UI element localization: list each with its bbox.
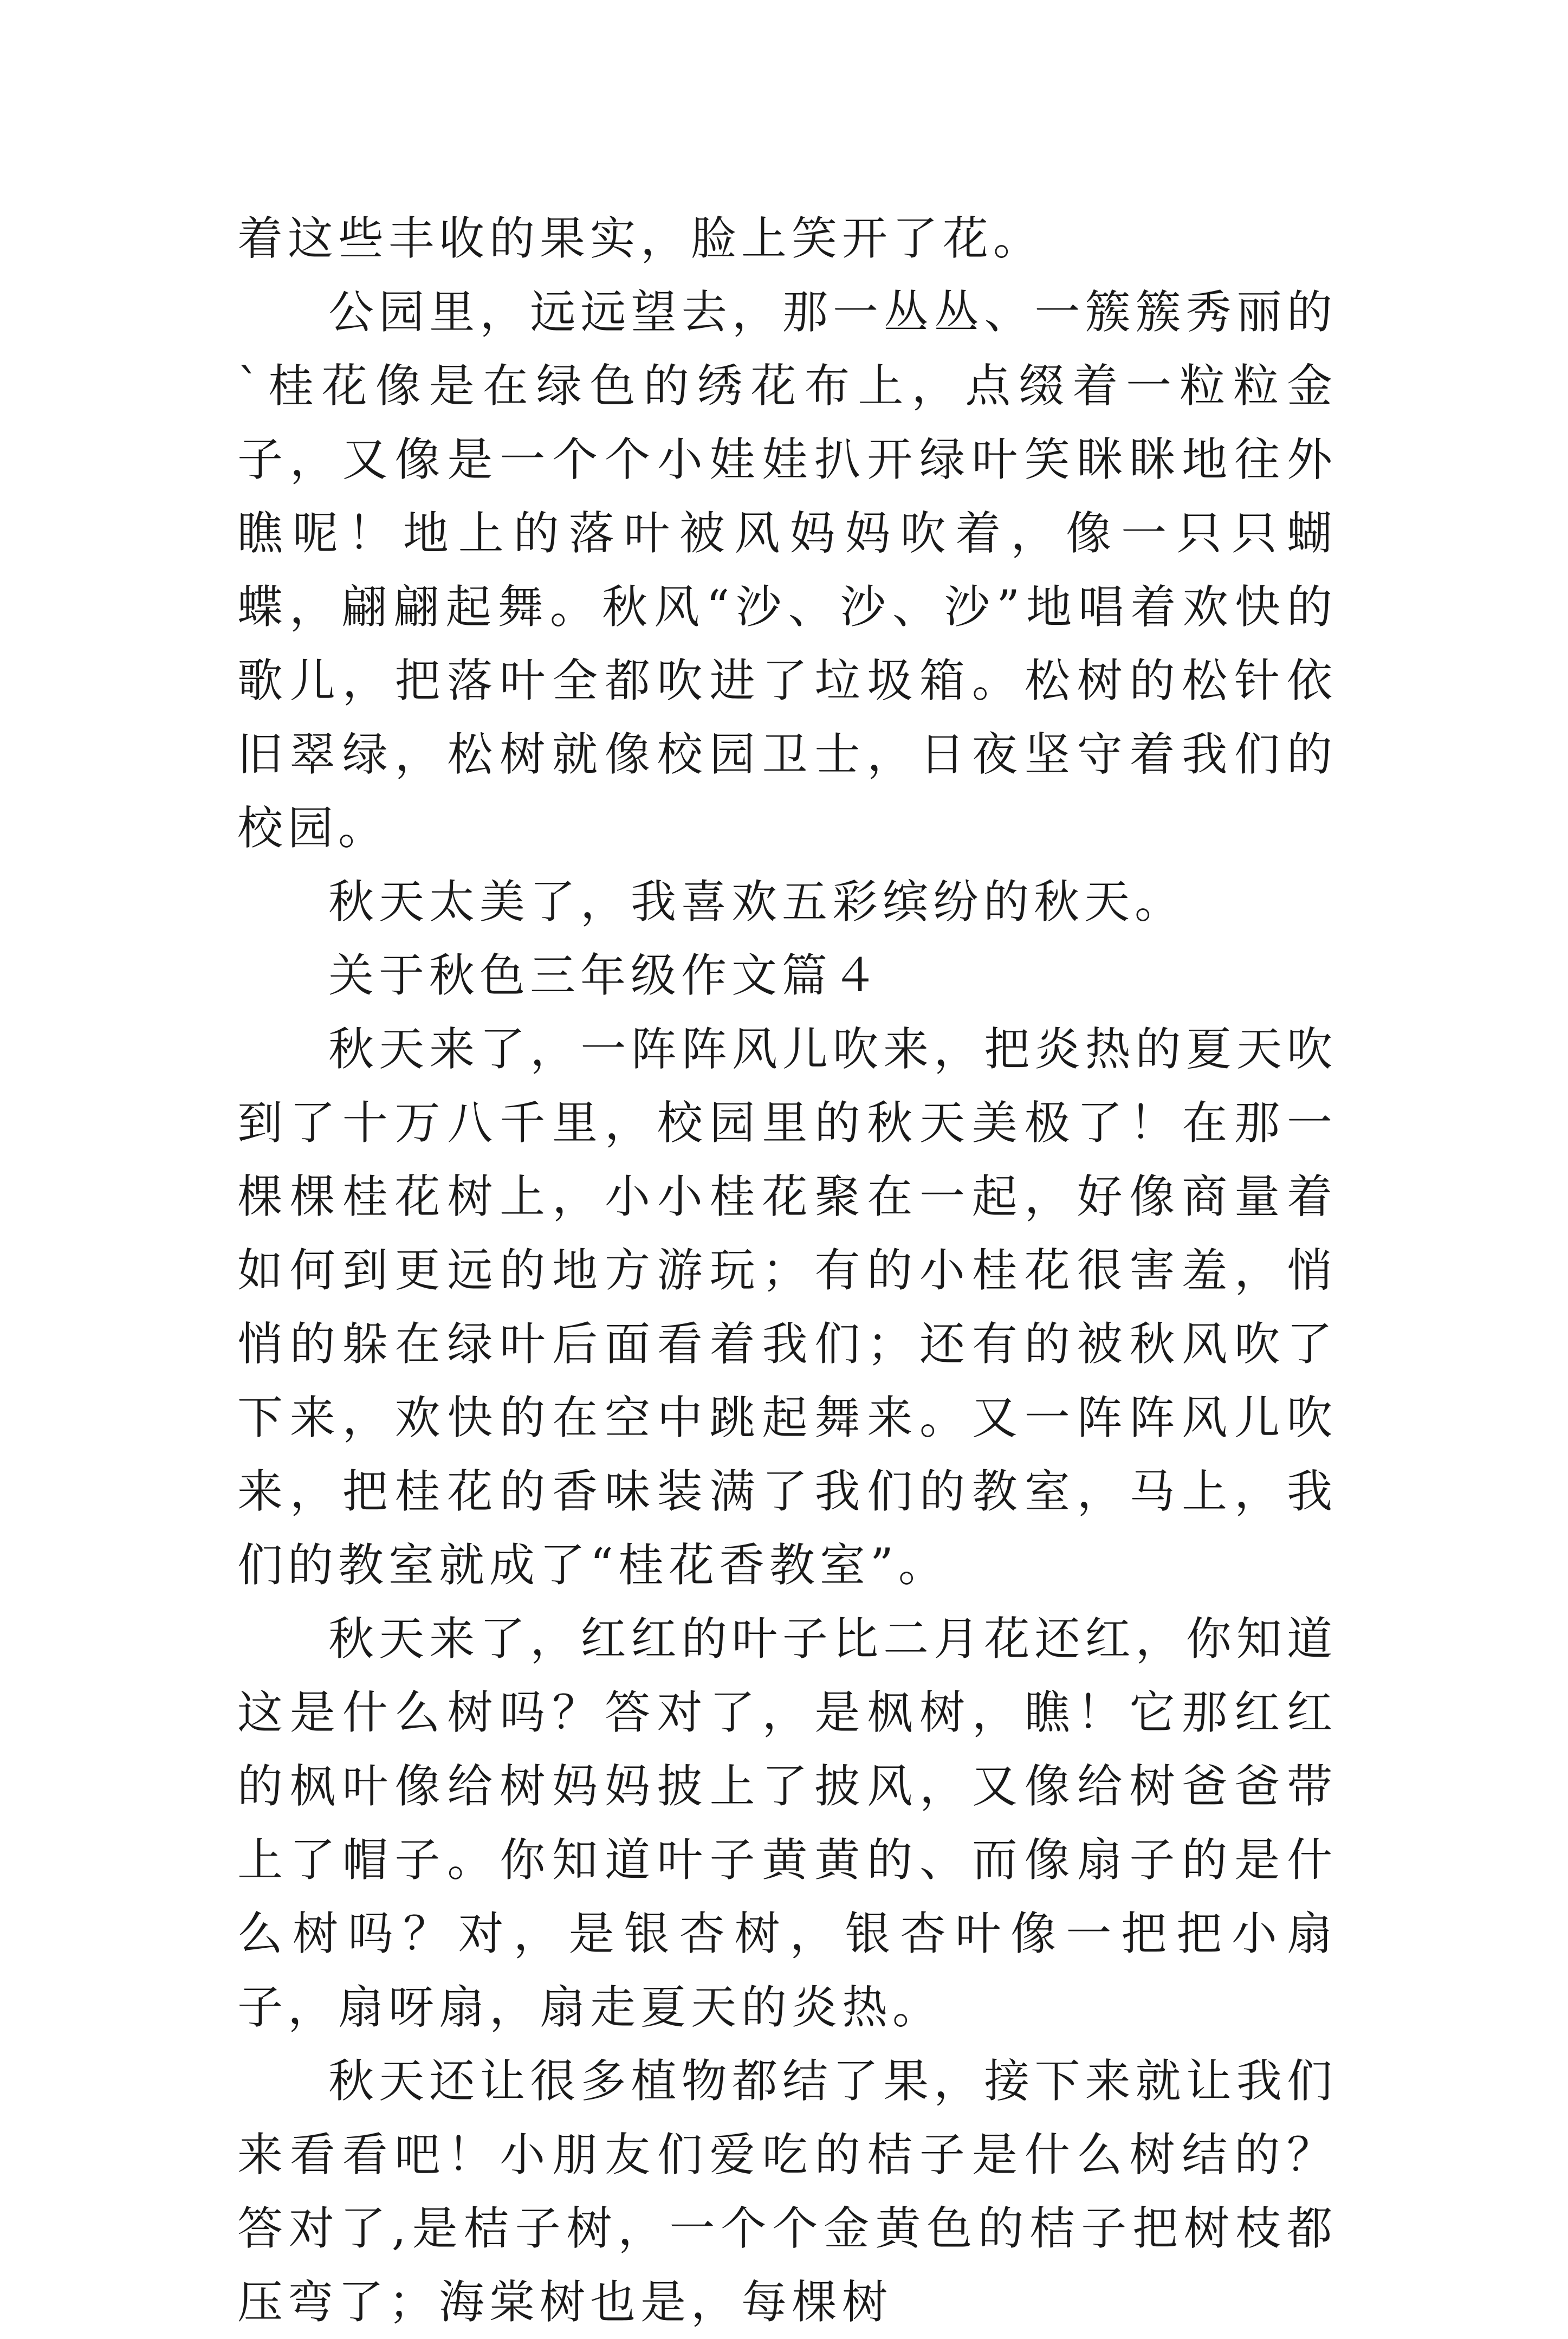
essay-heading: 关于秋色三年级作文篇４ — [328, 949, 883, 1002]
paragraph-park: 公园里，远远望去，那一丛丛、一簇簇秀丽的`桂花像是在绿色的绣花布上，点缀着一粒粒金子，又像是一个个小娃娃扒开绿叶笑眯眯地往外瞧呢！地上的落叶被风妈妈吹着，像一只只蝴蝶，翩翩起舞。秋风“沙、沙、沙”地唱着欢快的歌儿，把落叶全都吹进了垃圾箱。松树的松针依旧翠绿，松树就像校园卫士，日夜坚守着我们的校园。 — [237, 286, 1337, 855]
paragraph-continuation: 着这些丰收的果实，脸上笑开了花。 — [237, 212, 1044, 265]
paragraph-osmanthus: 秋天来了，一阵阵风儿吹来，把炎热的夏天吹到了十万八千里，校园里的秋天美极了！在那一棵棵桂花树上，小小桂花聚在一起，好像商量着如何到更远的地方游玩；有的小桂花很害羞，悄悄的躲在绿叶后面看着我们；还有的被秋风吹了下来，欢快的在空中跳起舞来。又一阵阵风儿吹来，把桂花的香味装满了我们的教室，马上，我们的教室就成了“桂花香教室”。 — [237, 1023, 1337, 1592]
paragraph-maple-ginkgo: 秋天来了，红红的叶子比二月花还红，你知道这是什么树吗？答对了，是枫树，瞧！它那红红的枫叶像给树妈妈披上了披风，又像给树爸爸带上了帽子。你知道叶子黄黄的、而像扇子的是什么树吗？对，是银杏树，银杏叶像一把把小扇子，扇呀扇，扇走夏天的炎热。 — [237, 1612, 1337, 2034]
document-body — [237, 202, 1337, 2339]
paragraph-fruits: 秋天还让很多植物都结了果，接下来就让我们来看看吧！小朋友们爱吃的桔子是什么树结的？答对了,是桔子树，一个个金黄色的桔子把树枝都压弯了；海棠树也是，每棵树 — [237, 2054, 1337, 2329]
paragraph-closing: 秋天太美了，我喜欢五彩缤纷的秋天。 — [328, 875, 1185, 928]
